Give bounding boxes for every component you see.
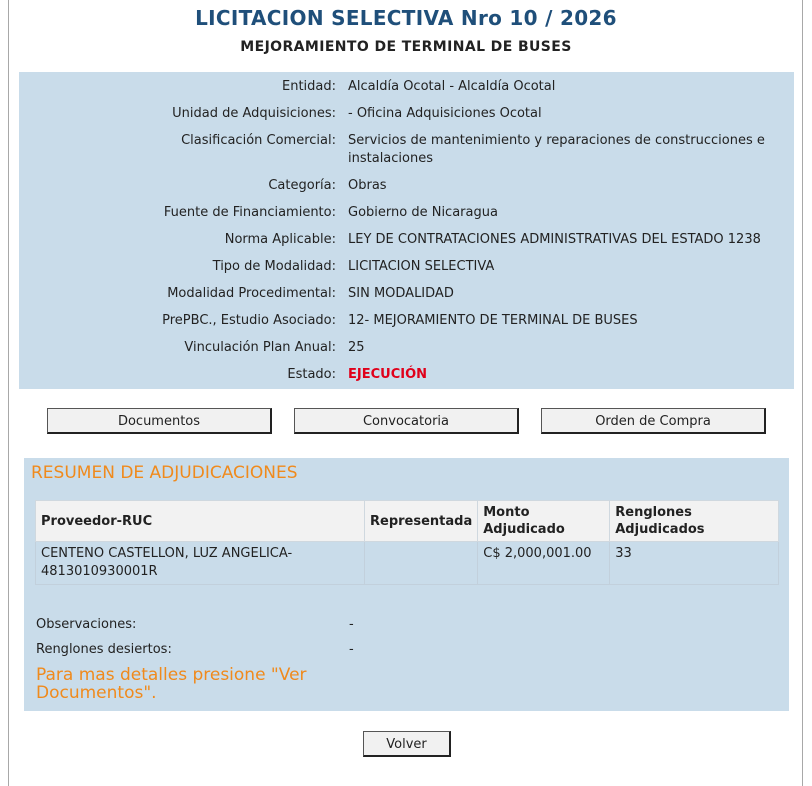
info-label: Estado:	[287, 367, 336, 382]
orden-compra-button[interactable]: Orden de Compra	[541, 408, 766, 434]
desiertos-label: Renglones desiertos:	[36, 642, 172, 657]
info-value: LEY DE CONTRATACIONES ADMINISTRATIVAS DEL ESTADO 1238	[348, 232, 761, 247]
documentos-button[interactable]: Documentos	[47, 408, 272, 434]
info-value: Gobierno de Nicaragua	[348, 205, 498, 220]
info-value: - Oficina Adquisiciones Ocotal	[348, 106, 542, 121]
cell-renglones: 33	[610, 542, 779, 585]
cell-monto: C$ 2,000,001.00	[478, 542, 610, 585]
info-value: LICITACION SELECTIVA	[348, 259, 495, 274]
info-value: Alcaldía Ocotal - Alcaldía Ocotal	[348, 79, 556, 94]
info-label: Tipo de Modalidad:	[212, 259, 336, 274]
info-label: Categoría:	[268, 178, 336, 193]
info-label: PrePBC., Estudio Asociado:	[162, 313, 336, 328]
observaciones-label: Observaciones:	[36, 617, 137, 632]
estado-status: EJECUCIÓN	[348, 367, 428, 382]
table-header-row	[36, 501, 779, 542]
info-label: Norma Aplicable:	[224, 232, 336, 247]
cell-proveedor: CENTENO CASTELLON, LUZ ANGELICA-4813010930001R	[36, 542, 365, 585]
info-panel	[19, 72, 794, 389]
detalle-note: Para mas detalles presione "Ver Documentos".	[36, 665, 307, 703]
table-row	[36, 542, 779, 585]
info-label: Vinculación Plan Anual:	[184, 340, 336, 355]
info-label: Entidad:	[281, 79, 336, 94]
info-value: Obras	[348, 178, 387, 193]
column-header-renglones: Renglones Adjudicados	[610, 501, 779, 542]
awards-table	[35, 500, 779, 585]
info-value: Servicios de mantenimiento y reparaciones de construcciones e instalaciones	[348, 133, 765, 166]
info-label: Clasificación Comercial:	[181, 133, 336, 148]
column-header-representada: Representada	[365, 501, 478, 542]
observaciones-value: -	[349, 617, 354, 632]
resumen-panel	[24, 458, 789, 711]
desiertos-value: -	[349, 642, 354, 657]
info-value: 25	[348, 340, 365, 355]
cell-representada	[365, 542, 478, 585]
info-label: Modalidad Procedimental:	[167, 286, 336, 301]
info-label: Fuente de Financiamiento:	[163, 205, 336, 220]
convocatoria-button[interactable]: Convocatoria	[294, 408, 519, 434]
resumen-title: RESUMEN DE ADJUDICACIONES	[31, 463, 298, 483]
info-value: SIN MODALIDAD	[348, 286, 454, 301]
column-header-proveedor: Proveedor-RUC	[36, 501, 365, 542]
column-header-monto: Monto Adjudicado	[478, 501, 610, 542]
page-subtitle: MEJORAMIENTO DE TERMINAL DE BUSES	[240, 39, 572, 55]
info-label: Unidad de Adquisiciones:	[172, 106, 336, 121]
volver-button[interactable]: Volver	[363, 731, 451, 757]
page-title: LICITACION SELECTIVA Nro 10 / 2026	[195, 6, 617, 30]
info-value: 12- MEJORAMIENTO DE TERMINAL DE BUSES	[348, 313, 638, 328]
